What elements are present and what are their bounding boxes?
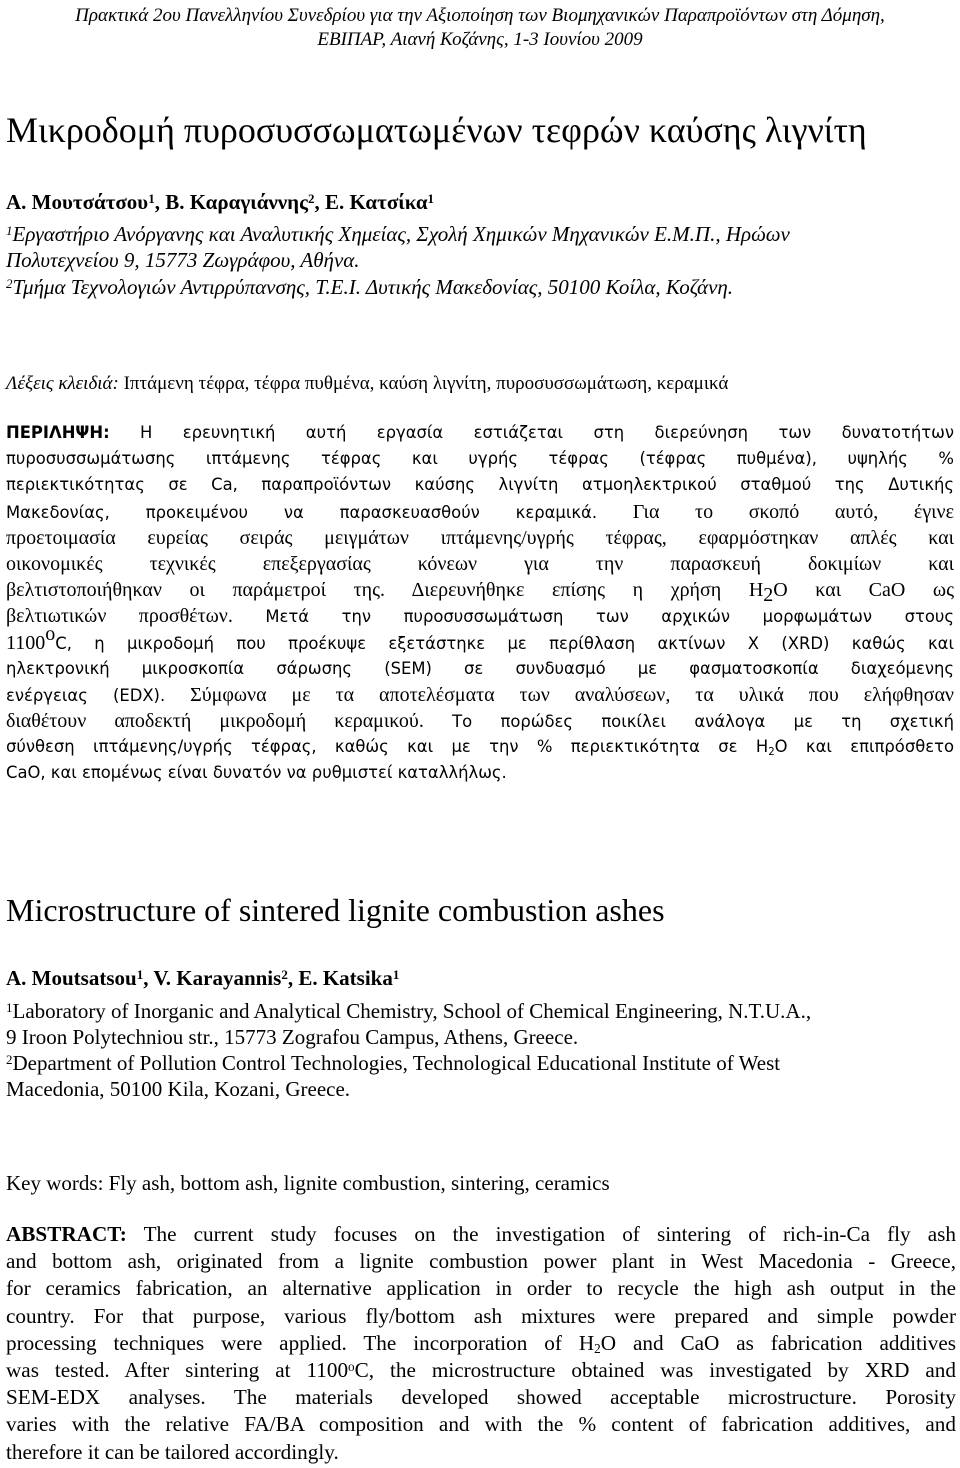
english-abstract-text: The current study focuses on the investigation of sintering of rich-in-Ca fly ash	[126, 1222, 956, 1246]
greek-abstract	[6, 420, 954, 787]
english-author-3-affil: 1	[392, 967, 400, 983]
greek-abstract-text: Μακεδονίας, προκειμένου να παρασκευασθούν κεραμικά.	[6, 502, 598, 522]
english-affil-1-line-1: Laboratory of Inorganic and Analytical Chemistry, School of Chemical Engineering, N.T.U.A.,	[12, 999, 812, 1023]
greek-abstract-text: βελτιστοποιήθηκαν οι παράμετροί της.	[6, 579, 386, 602]
greek-author-1: Α. Μουτσάτσου	[6, 190, 149, 214]
english-author-2-affil: 2	[281, 967, 288, 983]
greek-author-2: , Β. Καραγιάννης	[154, 190, 308, 214]
greek-author-3: , Ε. Κατσίκα	[314, 190, 428, 214]
greek-abstract-text: Η ερευνητική αυτή εργασία εστιάζεται στη διερεύνηση των δυνατοτήτων	[109, 423, 954, 442]
conference-header-line-2: ΕΒΙΠΑΡ, Αιανή Κοζάνης, 1-3 Ιουνίου 2009	[317, 29, 643, 50]
greek-abstract-text: Για το σκοπό αυτό, έγινε	[597, 500, 954, 523]
english-title: Microstructure of sintered lignite combustion ashes	[6, 892, 665, 928]
greek-abstract-text: σύνθεση ιπτάμενης/υγρής τέφρας, καθώς και με την % περιεκτικότητα σε Η	[6, 737, 769, 757]
greek-abstract-text: πυροσυσσωμάτωσης ιπτάμενης τέφρας και υγρής τέφρας (τέφρας πυθμένα), υψηλής %	[6, 449, 954, 469]
greek-affil-1-mark: 1	[6, 223, 13, 239]
english-author-3: , E. Katsika	[287, 966, 393, 990]
english-abstract-text: processing techniques were applied. The incorporation of H	[6, 1330, 595, 1355]
english-keywords: Key words: Fly ash, bottom ash, lignite combustion, sintering, ceramics	[6, 1171, 610, 1195]
english-affil-2-mark: 2	[6, 1052, 13, 1068]
greek-abstract-text: CaO, και επομένως είναι δυνατόν να ρυθμιστεί καταλλήλως.	[6, 763, 507, 783]
greek-abstract-text: ενέργειας (EDX).	[6, 685, 166, 705]
english-affil-1-mark: 1	[6, 1000, 13, 1016]
greek-author-3-affil: 1	[427, 191, 435, 207]
greek-abstract-text: Το πορώδες ποικίλει ανάλογα με τη σχετική	[423, 712, 954, 732]
greek-abstract-text: 2	[763, 584, 774, 607]
greek-authors	[6, 190, 434, 215]
english-abstract-text: O and CaO as fabrication additives	[600, 1330, 956, 1355]
greek-author-2-affil: 2	[307, 191, 315, 207]
english-abstract-text: varies with the relative FA/BA composition and with the % content of fabrication additives, and	[6, 1412, 956, 1437]
greek-abstract-text: ηλεκτρονική μικροσκοπία σάρωσης (SEM) σε συνδυασμό με φασματοσκοπία διαχεόμενης	[6, 658, 954, 678]
greek-keywords-label: Λέξεις κλειδιά:	[6, 373, 119, 394]
english-abstract-text: country. For that purpose, various fly/bottom ash mixtures were prepared and simple powder	[6, 1303, 956, 1328]
english-abstract-text: and bottom ash, originated from a lignite combustion power plant in West Macedonia - Greece,	[6, 1249, 956, 1274]
english-abstract-text: therefore it can be tailored accordingly.	[6, 1439, 339, 1464]
greek-abstract-text: οικονομικές τεχνικές επεξεργασίας κόνεων για την παρασκευή δοκιμίων και	[6, 552, 954, 575]
greek-abstract-text: 1100	[6, 631, 46, 654]
conference-header	[0, 4, 960, 52]
english-authors	[6, 966, 399, 991]
english-affil-1-line-2: 9 Iroon Polytechniou str., 15773 Zografou Campus, Athens, Greece.	[6, 1025, 579, 1049]
greek-affil-2-mark: 2	[6, 276, 13, 292]
greek-abstract-text: Διερευνήθηκε επίσης η χρήση Η	[385, 579, 764, 602]
english-author-1: A. Moutsatsou	[6, 966, 137, 990]
greek-affiliations	[6, 221, 956, 300]
greek-keywords-text: Ιπτάμενη τέφρα, τέφρα πυθμένα, καύση λιγνίτη, πυροσυσσωμάτωση, κεραμικά	[118, 373, 729, 394]
english-abstract-label: ABSTRACT:	[6, 1222, 127, 1246]
greek-abstract-text: διαθέτουν αποδεκτή μικροδομή κεραμικού.	[6, 710, 424, 733]
english-author-2: , V. Karayannis	[143, 966, 282, 990]
greek-abstract-text: προετοιμασία ευρείας σειράς μειγμάτων ιπτάμενης/υγρής τέφρας, εφαρμόστηκαν απλές και	[6, 526, 954, 549]
english-affil-2-line-2: Macedonia, 50100 Kila, Kozani, Greece.	[6, 1077, 351, 1101]
greek-abstract-text: βελτιωτικών προσθέτων.	[6, 605, 233, 628]
greek-abstract-label: ΠΕΡΙΛΗΨΗ:	[6, 423, 110, 442]
english-abstract-text: C, the microstructure obtained was investigated by XRD and	[354, 1357, 956, 1382]
greek-abstract-text: περιεκτικότητας σε Ca, παραπροϊόντων καύσης λιγνίτη ατμοηλεκτρικού σταθμού της Δυτικής	[6, 475, 954, 495]
greek-affil-2-line: Τμήμα Τεχνολογιών Αντιρρύπανσης, Τ.Ε.Ι. Δυτικής Μακεδονίας, 50100 Κοίλα, Κοζάνη.	[12, 275, 734, 299]
greek-author-1-affil: 1	[148, 191, 155, 207]
english-abstract-text: 2	[594, 1341, 601, 1357]
greek-abstract-text: Σύμφωνα με τα αποτελέσματα των αναλύσεων, τα υλικά που ελήφθησαν	[165, 683, 954, 706]
greek-title: Μικροδομή πυροσυσσωματωμένων τεφρών καύσης λιγνίτη	[6, 110, 867, 150]
conference-header-line-1: Πρακτικά 2ου Πανελληνίου Συνεδρίου για την Αξιοποίηση των Βιομηχανικών Παραπροϊόντων στη Δόμηση,	[75, 5, 885, 26]
greek-affil-1-line-2: Πολυτεχνείου 9, 15773 Ζωγράφου, Αθήνα.	[6, 248, 360, 272]
english-affil-2-line-1: Department of Pollution Control Technologies, Technological Educational Institute of West	[12, 1051, 781, 1075]
greek-abstract-text: Ο και CaO ως	[773, 579, 954, 602]
greek-affil-1-line-1: Εργαστήριο Ανόργανης και Αναλυτικής Χημείας, Σχολή Χημικών Μηχανικών Ε.Μ.Π., Ηρώων	[12, 222, 790, 246]
english-abstract	[6, 1221, 956, 1466]
english-abstract-text: o	[348, 1359, 355, 1375]
greek-abstract-text: Μετά την πυροσυσσωμάτωση των αρχικών μορφωμάτων στους	[232, 607, 954, 627]
english-affiliations	[6, 998, 956, 1102]
greek-abstract-text: 2	[768, 746, 775, 758]
greek-abstract-text: Ο και επιπρόσθετο	[774, 737, 954, 757]
greek-abstract-text: C, η μικροδομή που προέκυψε εξετάστηκε με περίθλαση ακτίνων Χ (XRD) καθώς και	[55, 633, 954, 653]
greek-keywords	[6, 372, 956, 396]
english-abstract-text: was tested. After sintering at 1100	[6, 1357, 349, 1382]
greek-abstract-text: ο	[45, 622, 56, 645]
english-abstract-text: for ceramics fabrication, an alternative application in order to recycle the high ash output in the	[6, 1276, 956, 1301]
english-abstract-text: SEM-EDX analyses. The materials developed showed acceptable microstructure. Porosity	[6, 1385, 956, 1410]
english-author-1-affil: 1	[136, 967, 144, 983]
